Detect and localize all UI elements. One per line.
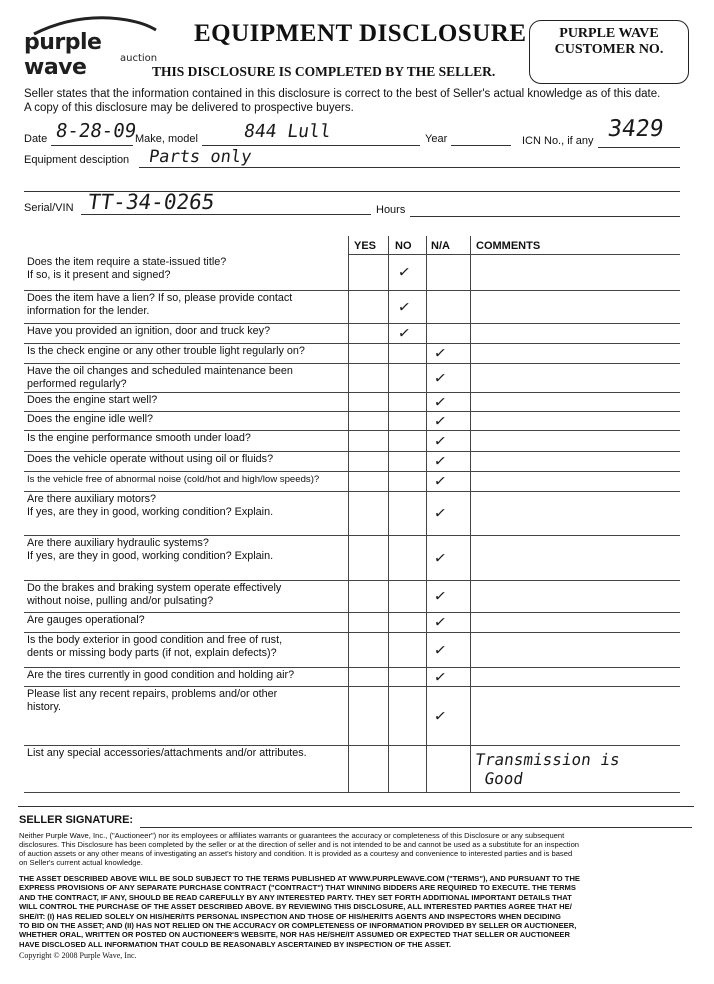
question-text xyxy=(27,537,345,563)
icn-value: 3429 xyxy=(606,116,666,142)
logo-wordmark: purple wave xyxy=(24,30,102,80)
question-text xyxy=(27,325,345,338)
disclaimer-line: Neither Purple Wave, Inc., ("Auctioneer") nor its employees or affiliates warrants or guarantees the accuracy or completeness of this Disclosure or any subsequent xyxy=(19,831,565,840)
comment-cell[interactable] xyxy=(471,581,679,611)
answer-cell-na[interactable] xyxy=(427,364,469,391)
answer-cell-na[interactable] xyxy=(427,324,469,342)
disclaimer-line: disclosures. This Disclosure has been completed by the seller or at the direction of seller and is not intended to be and cannot be used as a substitute for an inspection xyxy=(19,840,580,849)
comment-cell[interactable] xyxy=(471,613,679,631)
row-divider xyxy=(24,792,680,793)
copyright: Copyright © 2008 Purple Wave, Inc. xyxy=(19,951,137,960)
answer-cell-yes[interactable] xyxy=(349,324,387,342)
page-title: EQUIPMENT DISCLOSURE xyxy=(194,20,527,47)
check-mark-icon[interactable]: ✓ xyxy=(432,367,448,388)
comment-accessories xyxy=(471,750,621,788)
answer-cell-yes[interactable] xyxy=(349,452,387,470)
answer-cell-yes[interactable] xyxy=(349,633,387,666)
question-text xyxy=(27,345,345,358)
terms-line: AND THE CONTRACT, IF ANY, SHOULD BE READ CAREFULLY BY ANY INTERESTED PARTY. THEY SET FORTH ADDITIONAL IMPORTANT DETAILS THAT xyxy=(19,892,572,902)
col-header-comments: COMMENTS xyxy=(476,240,541,252)
question-text xyxy=(27,365,345,391)
intro-line-2: A copy of this disclosure may be delivered to prospective buyers. xyxy=(24,102,354,114)
row-divider xyxy=(24,612,680,613)
row-divider xyxy=(24,290,680,291)
answer-cell-yes[interactable] xyxy=(349,492,387,534)
disclaimer-line: of auction assets or any other means of investigating an asset's history and condition. It is provided as a courtesy and convenience to interested parties and is based xyxy=(19,849,573,858)
question-line: history. xyxy=(27,701,61,713)
question-text xyxy=(27,634,345,660)
answer-cell-na[interactable] xyxy=(427,581,469,611)
check-mark-icon[interactable]: ✓ xyxy=(432,503,448,523)
answer-cell-no[interactable] xyxy=(389,452,425,470)
question-line: If so, is it present and signed? xyxy=(27,269,171,281)
question-line: Are gauges operational? xyxy=(27,614,145,626)
answer-cell-yes[interactable] xyxy=(349,581,387,611)
answer-cell-no[interactable] xyxy=(389,613,425,631)
signature-divider xyxy=(18,806,694,807)
answer-cell-yes[interactable] xyxy=(349,393,387,410)
check-mark-icon[interactable]: ✓ xyxy=(432,705,448,726)
answer-cell-no[interactable] xyxy=(389,393,425,410)
question-text xyxy=(27,614,345,627)
check-mark-icon[interactable]: ✓ xyxy=(396,296,412,317)
question-text xyxy=(27,453,345,466)
check-mark-icon[interactable]: ✓ xyxy=(432,451,448,471)
customer-box-line-2: CUSTOMER NO. xyxy=(554,42,664,57)
row-divider xyxy=(24,363,680,364)
check-mark-icon[interactable]: ✓ xyxy=(396,323,412,343)
column-divider xyxy=(470,236,471,792)
answer-cell-no[interactable] xyxy=(389,581,425,611)
terms-line: WHETHER ORAL, WRITTEN OR POSTED ON AUCTIONEER'S WEBSITE, NOR HAS HE/SHE/IT ASSUMED OR EXPECTED THAT SELLER OR AUCTIONEER xyxy=(19,930,570,940)
question-line: Are the tires currently in good condition and holding air? xyxy=(27,669,295,681)
serial-label: Serial/VIN xyxy=(24,202,74,214)
comment-cell[interactable] xyxy=(471,492,679,534)
answer-cell-no[interactable] xyxy=(389,472,425,490)
answer-cell-na[interactable] xyxy=(427,746,469,791)
question-line: Have you provided an ignition, door and truck key? xyxy=(27,325,271,337)
comment-cell[interactable] xyxy=(471,633,679,666)
question-line: If yes, are they in good, working condition? Explain. xyxy=(27,550,274,562)
answer-cell-na[interactable] xyxy=(427,255,469,289)
check-mark-icon[interactable]: ✓ xyxy=(396,262,412,282)
answer-cell-no[interactable] xyxy=(389,431,425,450)
disclaimer-paragraph xyxy=(19,831,705,867)
comment-cell[interactable] xyxy=(471,364,679,391)
intro-line-1: Seller states that the information contained in this disclosure is correct to the best of Seller's actual knowledge as of this date. xyxy=(24,88,661,100)
check-mark-icon[interactable]: ✓ xyxy=(432,586,448,606)
terms-line: SHE/IT: (I) HAS RELIED SOLELY ON HIS/HER/ITS PERSONAL INSPECTION AND THOSE OF HIS/HER/ITS AGENTS AND INSPECTORS WHEN DECIDING xyxy=(19,911,561,921)
answer-cell-yes[interactable] xyxy=(349,344,387,362)
icn-field[interactable] xyxy=(598,146,680,148)
question-line: Are there auxiliary hydraulic systems? xyxy=(27,537,209,549)
column-divider xyxy=(388,236,389,792)
row-divider xyxy=(24,392,680,393)
equipment-value: Parts only xyxy=(147,147,253,167)
comment-cell[interactable] xyxy=(471,412,679,429)
date-field[interactable] xyxy=(51,144,133,146)
header-row-divider xyxy=(348,254,680,255)
comment-line-2: Good xyxy=(483,769,525,788)
check-mark-icon[interactable]: ✓ xyxy=(432,612,448,632)
question-line: Is the body exterior in good condition and free of rust, xyxy=(27,634,283,646)
logo xyxy=(24,14,164,80)
answer-cell-na[interactable] xyxy=(427,633,469,666)
terms-line: EXPRESS PROVISIONS OF ANY SEPARATE PURCHASE CONTRACT ("CONTRACT") THAT WINNING BIDDERS ARE REQUIRED TO EXECUTE. THE TERMS xyxy=(19,883,576,893)
question-line: without noise, pulling and/or pulsating? xyxy=(27,595,214,607)
answer-cell-yes[interactable] xyxy=(349,431,387,450)
answer-cell-no[interactable] xyxy=(389,687,425,744)
check-mark-icon[interactable]: ✓ xyxy=(432,410,448,431)
answer-cell-na[interactable] xyxy=(427,687,469,744)
question-text xyxy=(27,473,345,486)
comment-line-1: Transmission is xyxy=(474,750,622,769)
make-value: 844 Lull xyxy=(242,121,333,142)
answer-cell-na[interactable] xyxy=(427,613,469,631)
answer-cell-no[interactable] xyxy=(389,324,425,342)
answer-cell-na[interactable] xyxy=(427,412,469,429)
check-mark-icon[interactable]: ✓ xyxy=(432,391,448,412)
check-mark-icon[interactable]: ✓ xyxy=(432,666,448,687)
col-header-yes: YES xyxy=(354,240,377,252)
comment-cell[interactable] xyxy=(471,472,679,490)
equipment-label: Equipment desciption xyxy=(24,154,130,166)
year-field[interactable] xyxy=(451,144,511,146)
question-text xyxy=(27,582,345,608)
seller-signature-field[interactable] xyxy=(140,826,692,828)
date-label: Date xyxy=(24,133,48,145)
comment-cell[interactable] xyxy=(471,431,679,450)
question-line: Is the vehicle free of abnormal noise (cold/hot and high/low speeds)? xyxy=(27,474,320,485)
question-line: Does the item have a lien? If so, please provide contact xyxy=(27,292,293,304)
check-mark-icon[interactable]: ✓ xyxy=(432,343,448,363)
seller-signature-label: SELLER SIGNATURE: xyxy=(19,814,134,826)
row-divider xyxy=(24,667,680,668)
hours-field[interactable] xyxy=(410,215,680,217)
answer-cell-no[interactable] xyxy=(389,536,425,579)
col-header-no: NO xyxy=(395,240,412,252)
comment-cell[interactable] xyxy=(471,344,679,362)
comment-cell[interactable] xyxy=(471,668,679,685)
answer-cell-no[interactable] xyxy=(389,364,425,391)
question-line: information for the lender. xyxy=(27,305,150,317)
terms-line: TO BID ON THE ASSET; AND (II) HAS NOT RELIED ON THE ACCURACY OR COMPLETENESS OF INFORMATION PROVIDED BY SELLER OR AUCTIONEER, xyxy=(19,921,577,931)
answer-cell-na[interactable] xyxy=(427,431,469,450)
answer-cell-no[interactable] xyxy=(389,344,425,362)
question-text xyxy=(27,432,345,445)
answer-cell-yes[interactable] xyxy=(349,536,387,579)
question-text xyxy=(27,688,345,714)
comment-cell[interactable] xyxy=(471,452,679,470)
answer-cell-yes[interactable] xyxy=(349,412,387,429)
question-line: List any special accessories/attachments and/or attributes. xyxy=(27,747,307,759)
answer-cell-no[interactable] xyxy=(389,412,425,429)
customer-box-line-1: PURPLE WAVE xyxy=(559,26,659,41)
question-line: Have the oil changes and scheduled maintenance been xyxy=(27,365,293,377)
answer-cell-yes[interactable] xyxy=(349,668,387,685)
question-text xyxy=(27,669,345,682)
hours-label: Hours xyxy=(376,204,406,216)
comment-cell[interactable] xyxy=(471,393,679,410)
answer-cell-no[interactable] xyxy=(389,633,425,666)
subtitle: THIS DISCLOSURE IS COMPLETED BY THE SELLER. xyxy=(152,64,496,79)
answer-cell-yes[interactable] xyxy=(349,255,387,289)
question-text xyxy=(27,413,345,426)
answer-cell-no[interactable] xyxy=(389,668,425,685)
question-line: Does the engine start well? xyxy=(27,394,158,406)
question-line: performed regularly? xyxy=(27,378,127,390)
answer-cell-na[interactable] xyxy=(427,492,469,534)
row-divider xyxy=(24,686,680,687)
question-text xyxy=(27,747,345,760)
answer-cell-na[interactable] xyxy=(427,536,469,579)
comment-cell[interactable] xyxy=(471,536,679,579)
row-divider xyxy=(24,411,680,412)
answer-cell-yes[interactable] xyxy=(349,291,387,322)
question-text xyxy=(27,292,345,318)
customer-number-box xyxy=(529,20,689,84)
answer-cell-na[interactable] xyxy=(427,452,469,470)
disclaimer-line: on Seller's current actual knowledge. xyxy=(19,858,143,867)
question-line: Is the engine performance smooth under load? xyxy=(27,432,251,444)
question-line: Does the vehicle operate without using oil or fluids? xyxy=(27,453,274,465)
col-header-na: N/A xyxy=(431,240,450,252)
answer-cell-yes[interactable] xyxy=(349,364,387,391)
icn-label: ICN No., if any xyxy=(522,135,594,147)
answer-cell-yes[interactable] xyxy=(349,472,387,490)
answer-cell-no[interactable] xyxy=(389,746,425,791)
check-mark-icon[interactable]: ✓ xyxy=(432,430,448,451)
logo-subtext: auction xyxy=(120,53,158,64)
question-text xyxy=(27,493,345,519)
answer-cell-yes[interactable] xyxy=(349,613,387,631)
row-divider xyxy=(24,580,680,581)
question-line: If yes, are they in good, working condition? Explain. xyxy=(27,506,274,518)
question-line: Is the check engine or any other trouble light regularly on? xyxy=(27,345,305,357)
question-line: dents or missing body parts (if not, explain defects)? xyxy=(27,647,277,659)
row-divider xyxy=(24,491,680,492)
question-line: Are there auxiliary motors? xyxy=(27,493,157,505)
year-label: Year xyxy=(425,133,448,145)
row-divider xyxy=(24,745,680,746)
check-mark-icon[interactable]: ✓ xyxy=(432,471,448,491)
column-divider xyxy=(348,236,349,792)
make-label: Make, model xyxy=(135,133,198,145)
answer-cell-yes[interactable] xyxy=(349,746,387,791)
answer-cell-na[interactable] xyxy=(427,344,469,362)
check-mark-icon[interactable]: ✓ xyxy=(432,547,448,568)
terms-line: THE ASSET DESCRIBED ABOVE WILL BE SOLD SUBJECT TO THE TERMS PUBLISHED AT WWW.PURPLEWAVE.COM ("TERMS"), AND PURSUANT TO THE xyxy=(19,874,580,883)
comment-cell[interactable] xyxy=(471,687,679,744)
terms-line: WILL CONTROL THE PURCHASE OF THE ASSET DESCRIBED ABOVE. BY REVIEWING THIS DISCLOSURE, ALL INTERESTED PARTIES AGREE THAT HE/ xyxy=(19,902,572,912)
terms-paragraph xyxy=(19,874,705,949)
answer-cell-no[interactable] xyxy=(389,492,425,534)
terms-line: HAVE DISCLOSED ALL INFORMATION THAT COULD BE REASONABLY ASCERTAINED BY INSPECTION OF THE ASSET. xyxy=(19,939,452,949)
comment-cell[interactable] xyxy=(471,324,679,342)
question-line: Does the engine idle well? xyxy=(27,413,154,425)
row-divider xyxy=(24,535,680,536)
row-divider xyxy=(24,343,680,344)
row-divider xyxy=(24,430,680,431)
answer-cell-na[interactable] xyxy=(427,668,469,685)
row-divider xyxy=(24,451,680,452)
question-line: Do the brakes and braking system operate effectively xyxy=(27,582,282,594)
answer-cell-no[interactable] xyxy=(389,255,425,289)
question-line: Please list any recent repairs, problems and/or other xyxy=(27,688,278,700)
question-text xyxy=(27,256,345,282)
answer-cell-no[interactable] xyxy=(389,291,425,322)
date-value: 8-28-09 xyxy=(54,120,138,142)
serial-value: TT-34-0265 xyxy=(86,190,217,214)
answer-cell-na[interactable] xyxy=(427,472,469,490)
comment-cell[interactable] xyxy=(471,255,679,289)
answer-cell-na[interactable] xyxy=(427,393,469,410)
row-divider xyxy=(24,471,680,472)
make-field[interactable] xyxy=(202,144,420,146)
intro-text xyxy=(24,87,694,115)
question-line: Does the item require a state-issued title? xyxy=(27,256,227,268)
answer-cell-yes[interactable] xyxy=(349,687,387,744)
answer-cell-na[interactable] xyxy=(427,291,469,322)
row-divider xyxy=(24,632,680,633)
column-divider xyxy=(426,236,427,792)
check-mark-icon[interactable]: ✓ xyxy=(432,639,448,660)
question-text xyxy=(27,394,345,407)
comment-cell[interactable] xyxy=(471,291,679,322)
row-divider xyxy=(24,323,680,324)
